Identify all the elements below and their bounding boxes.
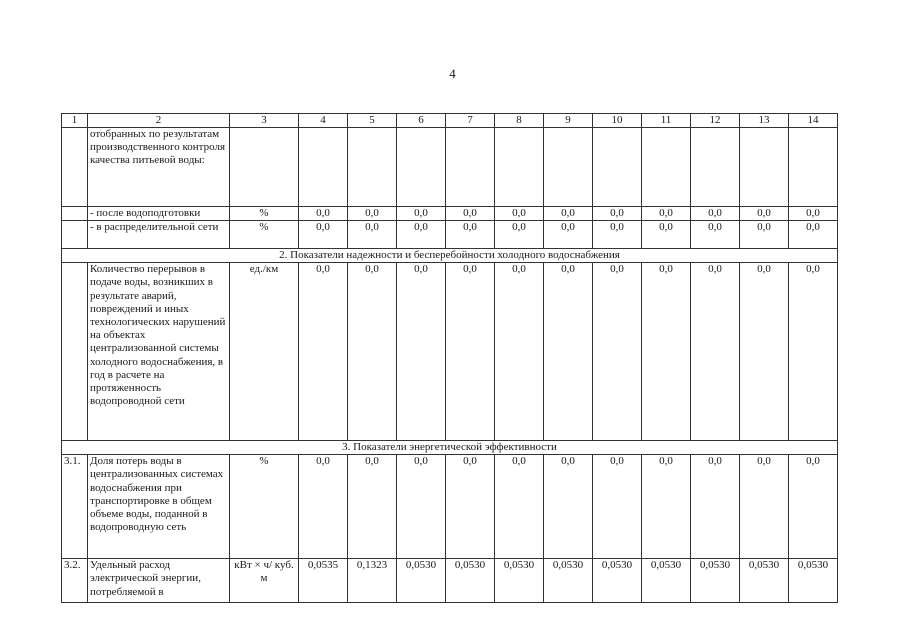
value-cell: 0,0: [593, 207, 642, 221]
value-cell: 0,0: [348, 207, 397, 221]
value-cell: 0,0: [642, 263, 691, 441]
row-unit: [230, 128, 299, 207]
row-number: [62, 128, 88, 207]
value-cell: [446, 128, 495, 207]
value-cell: 0,0: [593, 263, 642, 441]
row-number: 3.1.: [62, 455, 88, 559]
value-cell: 0,0: [740, 207, 789, 221]
header-cell: 5: [348, 114, 397, 128]
table-row-after-treatment: [62, 207, 838, 221]
header-cell: 14: [789, 114, 838, 128]
value-cell: 0,0: [789, 221, 838, 249]
header-cell: 8: [495, 114, 544, 128]
value-cell: 0,0530: [446, 559, 495, 603]
value-cell: 0,0: [642, 221, 691, 249]
section-title: 3. Показатели энергетической эффективности: [62, 441, 838, 455]
header-cell: 3: [230, 114, 299, 128]
header-cell: 2: [88, 114, 230, 128]
header-cell: 6: [397, 114, 446, 128]
value-cell: 0,0530: [495, 559, 544, 603]
header-cell: 7: [446, 114, 495, 128]
value-cell: 0,0: [544, 455, 593, 559]
header-row: [62, 114, 838, 128]
table-row-distribution: [62, 221, 838, 249]
value-cell: 0,0: [299, 221, 348, 249]
section-header-row: [62, 249, 838, 263]
value-cell: 0,0: [495, 455, 544, 559]
value-cell: 0,0: [691, 455, 740, 559]
value-cell: 0,0: [397, 455, 446, 559]
table-row-losses: [62, 455, 838, 559]
value-cell: 0,0: [348, 221, 397, 249]
value-cell: [642, 128, 691, 207]
row-number: 3.2.: [62, 559, 88, 603]
header-cell: 10: [593, 114, 642, 128]
value-cell: 0,0: [789, 455, 838, 559]
section-title: 2. Показатели надежности и бесперебойности холодного водоснабжения: [62, 249, 838, 263]
value-cell: 0,0: [446, 207, 495, 221]
row-description: отобранных по результатам производственного контроля качества питьевой воды:: [88, 128, 230, 207]
table-row-interruptions: [62, 263, 838, 441]
value-cell: 0,1323: [348, 559, 397, 603]
value-cell: 0,0: [642, 207, 691, 221]
header-cell: 11: [642, 114, 691, 128]
header-cell: 4: [299, 114, 348, 128]
row-description: - после водоподготовки: [88, 207, 230, 221]
value-cell: 0,0: [740, 263, 789, 441]
value-cell: 0,0530: [642, 559, 691, 603]
row-unit: %: [230, 221, 299, 249]
indicators-table: [61, 113, 838, 603]
value-cell: 0,0: [397, 263, 446, 441]
value-cell: 0,0530: [397, 559, 446, 603]
value-cell: [691, 128, 740, 207]
value-cell: 0,0: [789, 263, 838, 441]
value-cell: 0,0: [299, 207, 348, 221]
value-cell: [495, 128, 544, 207]
page-number: 4: [449, 66, 456, 81]
value-cell: 0,0: [495, 207, 544, 221]
row-number: [62, 207, 88, 221]
row-number: [62, 263, 88, 441]
value-cell: 0,0530: [691, 559, 740, 603]
value-cell: [789, 128, 838, 207]
value-cell: 0,0: [691, 207, 740, 221]
value-cell: 0,0: [299, 455, 348, 559]
value-cell: 0,0530: [789, 559, 838, 603]
value-cell: 0,0: [495, 221, 544, 249]
row-unit: %: [230, 455, 299, 559]
row-unit: кВт × ч/ куб. м: [230, 559, 299, 603]
header-cell: 1: [62, 114, 88, 128]
row-unit: %: [230, 207, 299, 221]
value-cell: [544, 128, 593, 207]
value-cell: 0,0: [691, 221, 740, 249]
value-cell: 0,0: [593, 221, 642, 249]
value-cell: 0,0: [446, 221, 495, 249]
row-number: [62, 221, 88, 249]
row-description: Количество перерывов в подаче воды, возникших в результате аварий, повреждений и иных технологических нарушений на объектах централизованной системы холодного водоснабжения, в год в расчете на протяженность водопроводной сети: [88, 263, 230, 441]
value-cell: 0,0530: [740, 559, 789, 603]
value-cell: [348, 128, 397, 207]
value-cell: [299, 128, 348, 207]
table-row-intro: [62, 128, 838, 207]
value-cell: 0,0: [691, 263, 740, 441]
value-cell: 0,0: [740, 455, 789, 559]
value-cell: 0,0: [495, 263, 544, 441]
row-description: Доля потерь воды в централизованных системах водоснабжения при транспортировке в общем объеме воды, поданной в водопроводную сеть: [88, 455, 230, 559]
value-cell: [593, 128, 642, 207]
value-cell: 0,0: [397, 221, 446, 249]
value-cell: [397, 128, 446, 207]
value-cell: 0,0535: [299, 559, 348, 603]
row-description: Удельный расход электрической энергии, потребляемой в: [88, 559, 230, 603]
row-description: - в распределительной сети: [88, 221, 230, 249]
header-cell: 9: [544, 114, 593, 128]
section-header-row: [62, 441, 838, 455]
value-cell: 0,0: [348, 455, 397, 559]
value-cell: 0,0: [446, 263, 495, 441]
value-cell: 0,0: [642, 455, 691, 559]
header-cell: 12: [691, 114, 740, 128]
value-cell: [740, 128, 789, 207]
value-cell: 0,0: [740, 221, 789, 249]
value-cell: 0,0: [446, 455, 495, 559]
value-cell: 0,0530: [544, 559, 593, 603]
value-cell: 0,0: [544, 207, 593, 221]
row-unit: ед./км: [230, 263, 299, 441]
value-cell: 0,0: [397, 207, 446, 221]
value-cell: 0,0530: [593, 559, 642, 603]
value-cell: 0,0: [593, 455, 642, 559]
header-cell: 13: [740, 114, 789, 128]
value-cell: 0,0: [299, 263, 348, 441]
table-row-energy: [62, 559, 838, 603]
value-cell: 0,0: [789, 207, 838, 221]
value-cell: 0,0: [348, 263, 397, 441]
value-cell: 0,0: [544, 221, 593, 249]
value-cell: 0,0: [544, 263, 593, 441]
